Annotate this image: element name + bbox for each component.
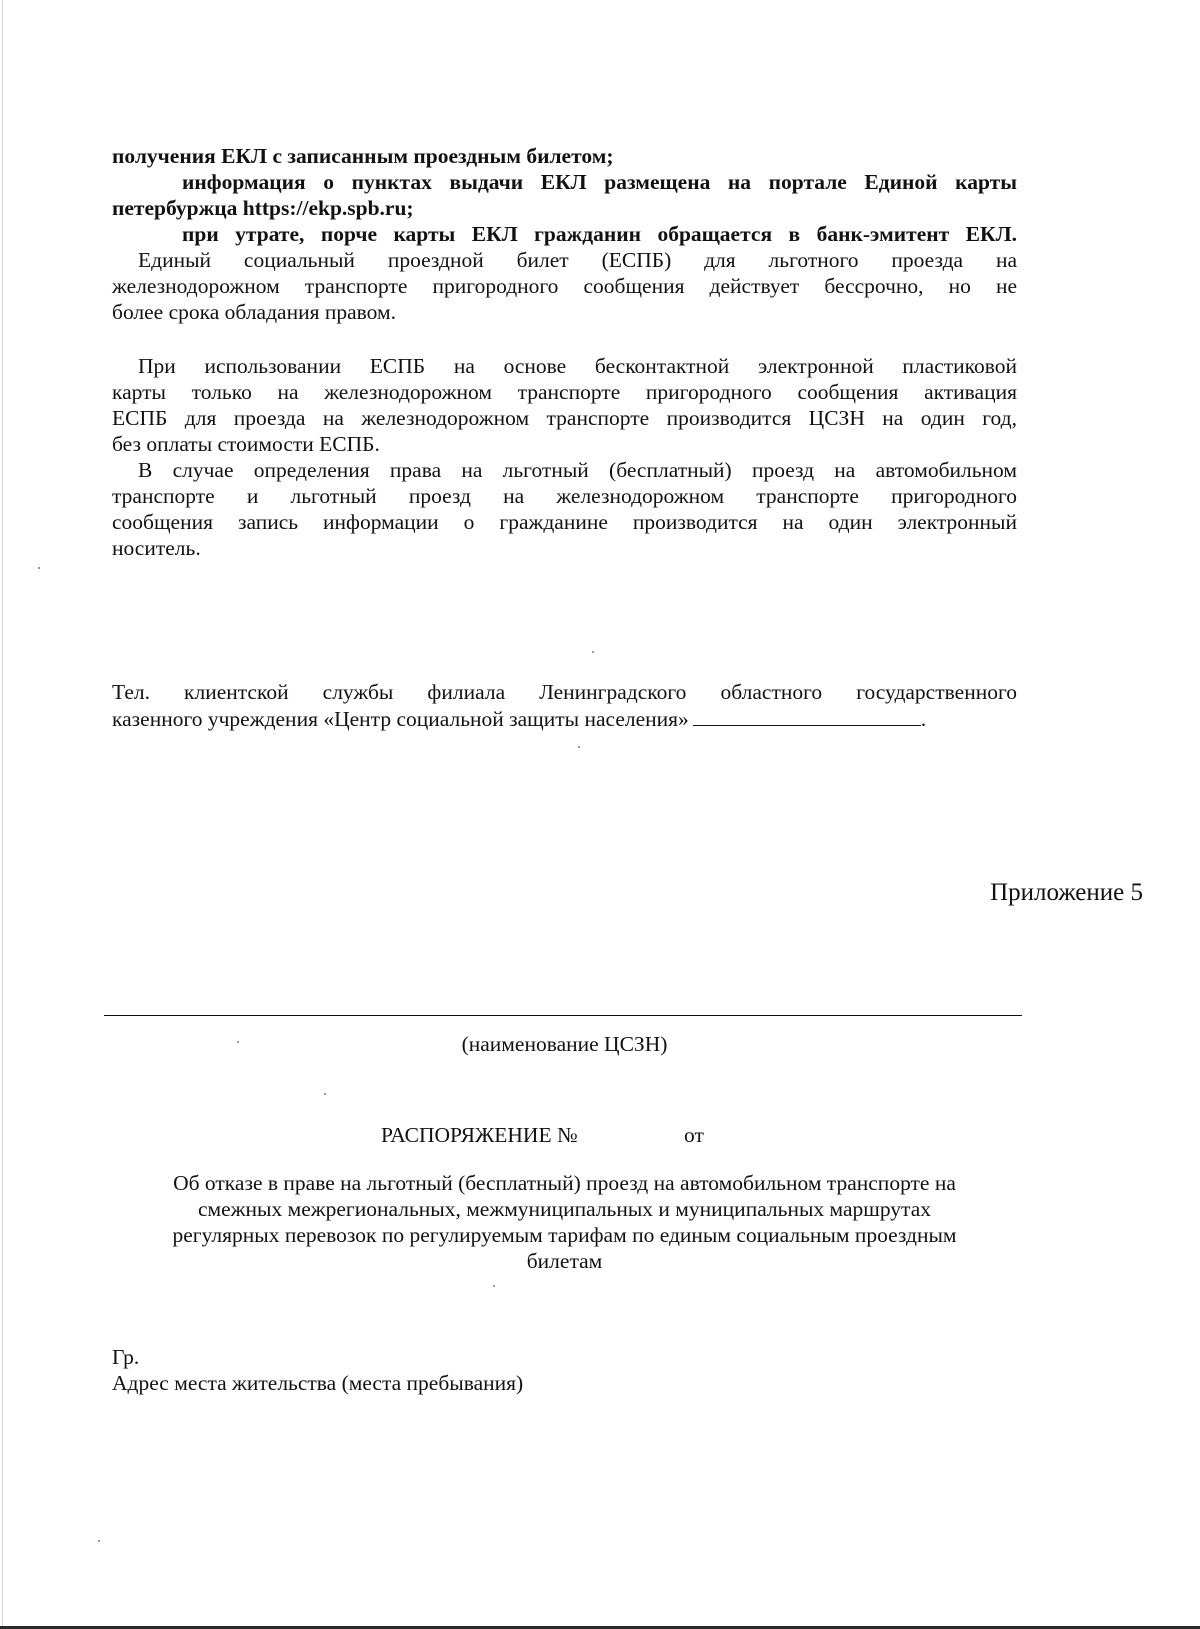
activation-paragraph: [112, 353, 1017, 561]
citizen-block: [112, 1344, 1017, 1396]
text-line: В случае определения права на льготный (бесплатный) проезд на автомобильном: [138, 458, 1017, 482]
text-line: носитель.: [112, 536, 201, 560]
text-line: без оплаты стоимости ЕСПБ.: [112, 432, 380, 456]
appendix-label: Приложение 5: [990, 879, 1143, 906]
text-line: транспорте и льготный проезд на железнодорожном транспорте пригородного: [112, 484, 1017, 508]
text-line: более срока обладания правом.: [112, 300, 396, 324]
text-line: получения ЕКЛ с записанным проездным билетом;: [112, 144, 614, 168]
phone-blank-field: [693, 705, 921, 726]
scan-speck: [592, 651, 594, 653]
scan-speck: [38, 567, 40, 569]
scan-speck: [578, 746, 580, 748]
text-line: петербуржца https://ekp.spb.ru;: [112, 196, 414, 220]
scan-speck: [493, 1285, 495, 1287]
order-subject: [112, 1170, 1017, 1274]
phone-note: [112, 679, 1017, 732]
text-line: железнодорожном транспорте пригородного сообщения действует бессрочно, но не: [112, 274, 1017, 298]
text-line: информация о пунктах выдачи ЕКЛ размещена на портале Единой карты: [182, 170, 1017, 194]
phone-note-text: казенного учреждения «Центр социальной защиты населения»: [112, 707, 689, 731]
org-name-caption: (наименование ЦСЗН): [461, 1032, 668, 1056]
scan-speck: [237, 1041, 239, 1043]
text-line: сообщения запись информации о гражданине производится на один электронный: [112, 510, 1017, 534]
text-line: при утрате, порче карты ЕКЛ гражданин обращается в банк-эмитент ЕКЛ.: [182, 222, 1017, 246]
subject-line: смежных межрегиональных, межмуниципальных и муниципальных маршрутах: [197, 1197, 932, 1221]
order-from: от: [684, 1123, 704, 1147]
text-line: [112, 705, 1017, 732]
text-line: ЕСПБ для проезда на железнодорожном транспорте производится ЦСЗН на один год,: [112, 406, 1017, 430]
subject-line: билетам: [526, 1249, 603, 1273]
scan-speck: [98, 1540, 100, 1542]
text-line: карты только на железнодорожном транспорте пригородного сообщения активация: [112, 380, 1017, 404]
scan-left-edge: [2, 0, 3, 1629]
text-line: Тел. клиентской службы филиала Ленинградского областного государственного: [112, 680, 1017, 704]
phone-note-period: .: [920, 707, 927, 731]
subject-line: регулярных перевозок по регулируемым тарифам по единым социальным проездным: [172, 1223, 957, 1247]
order-word: РАСПОРЯЖЕНИЕ №: [381, 1123, 578, 1147]
scan-speck: [324, 1093, 326, 1095]
text-line: Единый социальный проездной билет (ЕСПБ) для льготного проезда на: [138, 248, 1017, 272]
top-text-block: [112, 143, 1017, 325]
citizen-label: Гр.: [112, 1345, 140, 1369]
address-label: Адрес места жительства (места пребывания): [112, 1371, 524, 1395]
org-name-line: [104, 1015, 1022, 1016]
text-line: При использовании ЕСПБ на основе бесконтактной электронной пластиковой: [138, 354, 1017, 378]
subject-line: Об отказе в праве на льготный (бесплатный) проезд на автомобильном транспорте на: [173, 1171, 956, 1195]
